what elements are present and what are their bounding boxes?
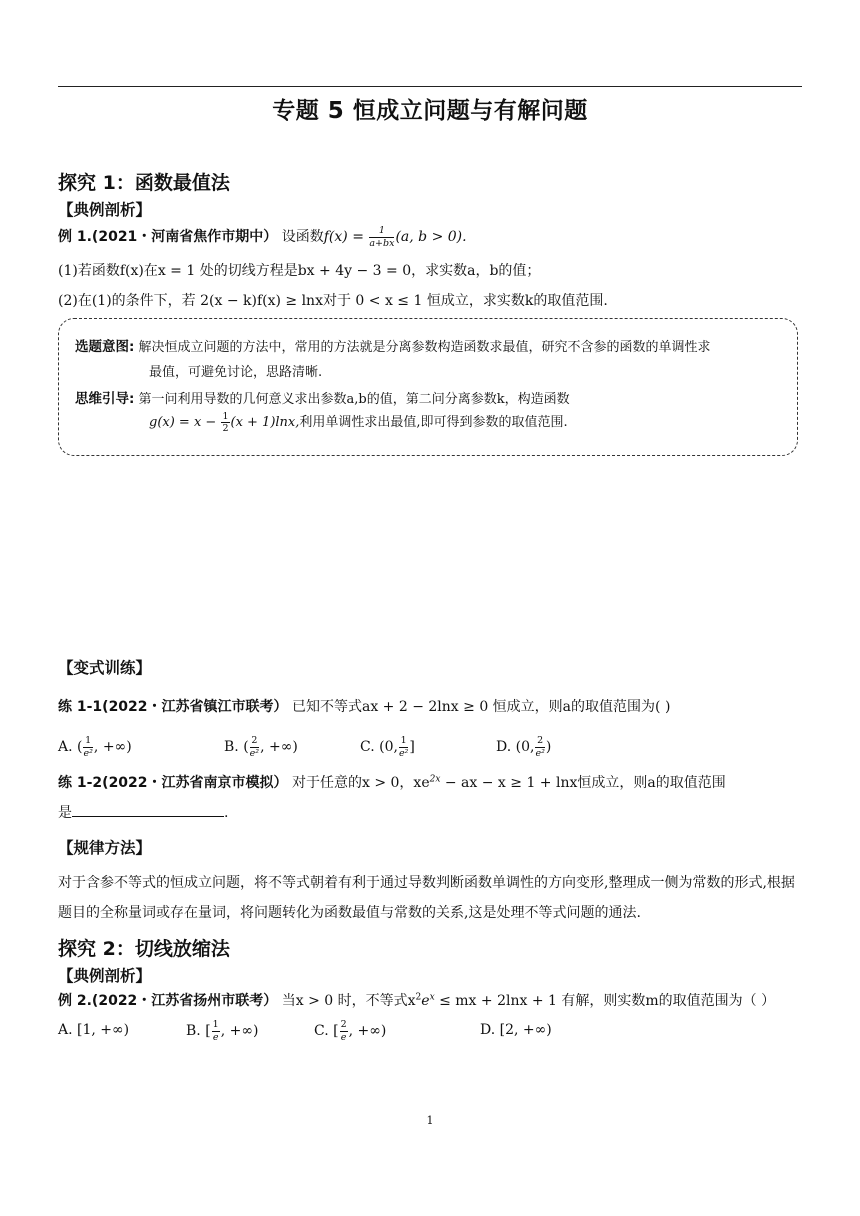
example-1-fx: f(x) = bbox=[323, 229, 369, 245]
intent-text-1: 解决恒成立问题的方法中，常用的方法就是分离参数构造函数求最值，研究不含参的函数的单调性求 bbox=[138, 340, 711, 355]
example-2-option-a: A. [1, +∞) bbox=[58, 1022, 130, 1038]
guide-fraction: $\frac{1}{2}$ bbox=[222, 410, 229, 434]
guide-g-pre: g(x) = x − bbox=[149, 415, 221, 430]
guide-label: 思维引导: bbox=[75, 391, 135, 407]
page-number: 1 bbox=[426, 1114, 434, 1127]
typical-analysis-label-1: 【典例剖析】 bbox=[58, 201, 152, 219]
example-1-question-2: (2)在(1)的条件下，若 2(x − k)f(x) ≥ lnx对于 0 < x ≤ 1 恒成立，求实数k的取值范围. bbox=[58, 293, 608, 309]
method-label: 【规律方法】 bbox=[58, 839, 152, 857]
example-1-intro: 设函数 bbox=[281, 229, 324, 245]
guide-g-post: (x + 1)lnx, bbox=[230, 415, 300, 430]
method-paragraph: 对于含参不等式的恒成立问题，将不等式朝着有利于通过导数判断函数单调性的方向变形,整理成一侧为常数的形式,根据题目的全称量词或存在量词，将问题转化为函数最值与常数的关系,这是处理不等式问题的通法. bbox=[58, 875, 795, 921]
guide-text-1: 第一问利用导数的几何意义求出参数a,b的值，第二问分离参数k，构造函数 bbox=[138, 392, 570, 407]
page-title: 专题 5 恒成立问题与有解问题 bbox=[272, 98, 588, 124]
intent-text-2: 最值，可避免讨论，思路清晰. bbox=[149, 365, 323, 380]
header-rule bbox=[58, 86, 802, 87]
example-2-option-c: C. [ $\frac{2}{e}$ , +∞) bbox=[314, 1019, 387, 1043]
exercise-1-2: 练 1-2(2022・江苏省南京市模拟） 对于任意的x > 0，$xe^{2x}$ − ax − x ≥ 1 + lnx恒成立，则a的取值范围 bbox=[58, 774, 726, 791]
guide-row bbox=[75, 387, 570, 407]
example-1-stem bbox=[58, 226, 467, 248]
example-2-option-d: D. [2, +∞) bbox=[480, 1022, 552, 1038]
example-1-fraction: $\frac{1}{a+bx}$ bbox=[369, 225, 395, 249]
exercise-1-2-answer-line: 是 . bbox=[58, 805, 229, 821]
variant-training-label: 【变式训练】 bbox=[58, 659, 152, 677]
intent-row bbox=[75, 335, 711, 355]
exercise-1-1-option-c: C. (0, $\frac{1}{\text{e²}}$ ] bbox=[360, 735, 415, 759]
exercise-1-2-label: 练 1-2(2022・江苏省南京市模拟） bbox=[58, 775, 288, 791]
example-2-label: 例 2.(2022・江苏省扬州市联考） bbox=[58, 993, 278, 1009]
example-2-stem: 例 2.(2022・江苏省扬州市联考） 当x > 0 时，不等式$x^2e^x$ ≤ mx + 2lnx + 1 有解，则实数m的取值范围为（ ） bbox=[58, 992, 776, 1009]
section-2-heading: 探究 2：切线放缩法 bbox=[58, 938, 230, 960]
example-1-label: 例 1.(2021・河南省焦作市期中） bbox=[58, 229, 278, 245]
exercise-1-1-option-d: D. (0, $\frac{2}{\text{e²}}$ ) bbox=[496, 735, 552, 759]
exercise-1-1-label: 练 1-1(2022・江苏省镇江市联考） bbox=[58, 699, 288, 715]
example-1-question-1: (1)若函数f(x)在x = 1 处的切线方程是bx + 4y − 3 = 0，求实数a，b的值； bbox=[58, 263, 541, 279]
exercise-1-1-option-b: B. ( $\frac{2}{\text{e²}}$ , +∞) bbox=[224, 735, 298, 759]
example-1-condition: (a, b > 0). bbox=[395, 229, 467, 245]
exercise-1-1 bbox=[58, 696, 670, 716]
answer-blank[interactable] bbox=[72, 804, 224, 817]
hint-box bbox=[58, 318, 798, 456]
typical-analysis-label-2: 【典例剖析】 bbox=[58, 967, 152, 985]
example-2-option-b: B. [ $\frac{1}{e}$ , +∞) bbox=[186, 1019, 259, 1043]
guide-formula-row bbox=[149, 411, 568, 434]
section-1-heading: 探究 1：函数最值法 bbox=[58, 172, 230, 194]
intent-label: 选题意图: bbox=[75, 339, 135, 355]
exercise-1-1-text: 已知不等式ax + 2 − 2lnx ≥ 0 恒成立，则a的取值范围为( ) bbox=[291, 699, 671, 715]
guide-text-2: 利用单调性求出最值,即可得到参数的取值范围. bbox=[299, 415, 568, 430]
exercise-1-1-option-a: A. ( $\frac{1}{\text{e²}}$ , +∞) bbox=[58, 735, 132, 759]
